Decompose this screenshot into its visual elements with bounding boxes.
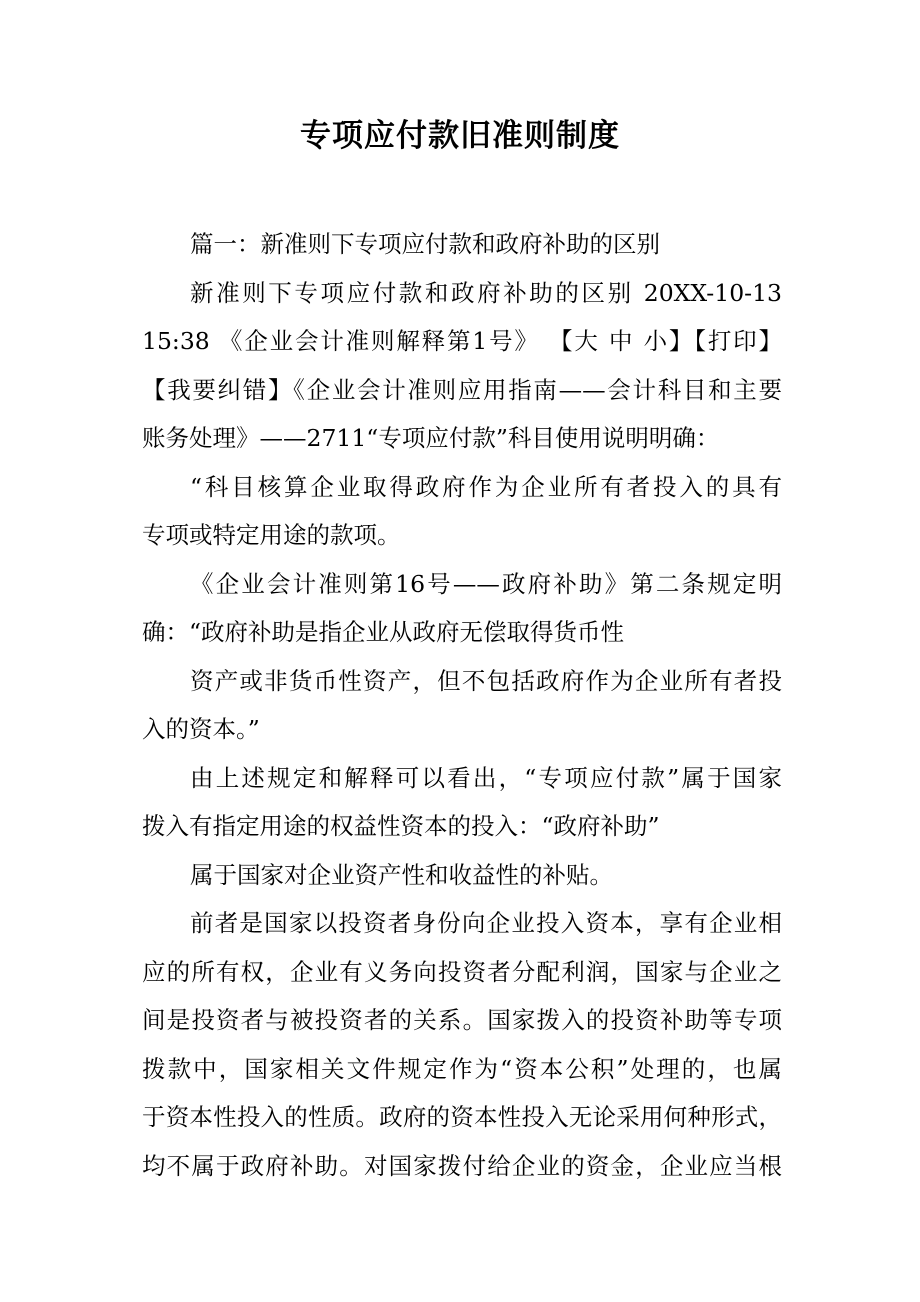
body-line: 资产或非货币性资产，但不包括政府作为企业所有者投 [190,667,782,695]
body-line: 新准则下专项应付款和政府补助的区别 20XX-10-13 [190,279,782,307]
document-title: 专项应付款旧准则制度 [300,118,620,154]
body-line: 15:38 《企业会计准则解释第1号》 【大 中 小】【打印】 [142,327,782,355]
body-line: 篇一：新准则下专项应付款和政府补助的区别 [190,230,660,258]
body-line: 拨入有指定用途的权益性资本的投入：“政府补助” [142,812,660,840]
body-line: 前者是国家以投资者身份向企业投入资本，享有企业相 [190,909,782,937]
body-line: 入的资本。” [142,715,260,743]
body-line: 拨款中，国家相关文件规定作为“资本公积”处理的，也属 [142,1055,782,1083]
body-line: 账务处理》——2711“专项应付款”科目使用说明明确： [142,424,720,452]
body-line: 于资本性投入的性质。政府的资本性投入无论采用何种形式， [142,1103,782,1131]
body-line: “科目核算企业取得政府作为企业所有者投入的具有 [190,473,782,501]
body-line: 【我要纠错】《企业会计准则应用指南——会计科目和主要 [142,376,782,404]
body-line: 应的所有权，企业有义务向投资者分配利润，国家与企业之 [142,958,782,986]
body-line: 专项或特定用途的款项。 [142,521,401,549]
body-line: 由上述规定和解释可以看出，“专项应付款”属于国家 [190,764,782,792]
body-line: 均不属于政府补助。对国家拨付给企业的资金，企业应当根 [142,1152,782,1180]
body-line: 属于国家对企业资产性和收益性的补贴。 [190,861,613,889]
body-line: 《企业会计准则第16号——政府补助》第二条规定明 [190,570,782,598]
body-line: 间是投资者与被投资者的关系。国家拨入的投资补助等专项 [142,1006,782,1034]
body-line: 确：“政府补助是指企业从政府无偿取得货币性 [142,618,625,646]
